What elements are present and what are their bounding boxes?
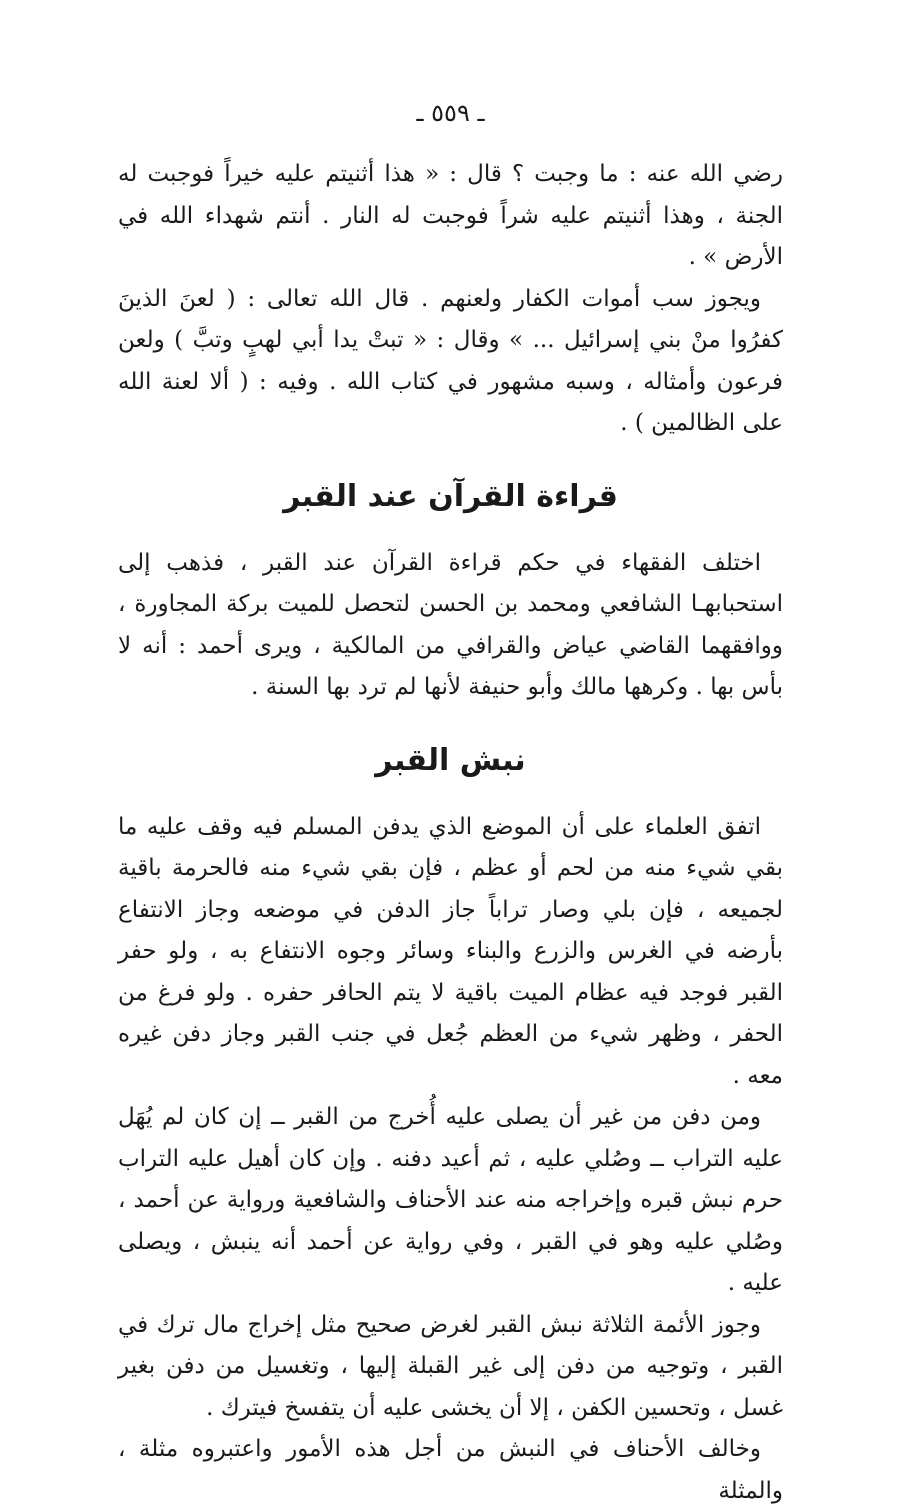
quran-paragraph-1: اختلف الفقهاء في حكم قراءة القرآن عند القبر ، فذهب إلى استحبابهـا الشافعي ومحمد بن الحسن لتحصل للميت بركة المجاورة ، ووافقهما القاضي عياض والقرافي من المالكية ، ويرى أحمد : أنه لا بأس بها . وكرهها مالك وأبو حنيفة لأنها لم ترد بها السنة .: [118, 549, 783, 700]
intro-paragraph-1: رضي الله عنه : ما وجبت ؟ قال : « هذا أثنيتم عليه خيراً فوجبت له الجنة ، وهذا أثنيتم عليه شراً فوجبت له النار . أنتم شهداء الله في الأرض » .: [118, 161, 783, 270]
exhuming-paragraph-4: وخالف الأحناف في النبش من أجل هذه الأمور واعتبروه مثلة ، والمثلة: [118, 1436, 783, 1504]
intro-paragraph-2: ويجوز سب أموات الكفار ولعنهم . قال الله تعالى : ( لعنَ الذينَ كفرُوا منْ بني إسرائيل ... » وقال : « تبتْ يدا أبي لهبٍ وتبَّ ) ولعن فرعون وأمثاله ، وسبه مشهور في كتاب الله . وفيه : ( ألا لعنة الله على الظالمين ) .: [118, 285, 783, 436]
exhuming-paragraph-3: وجوز الأئمة الثلاثة نبش القبر لغرض صحيح مثل إخراج مال ترك في القبر ، وتوجيه من دفن إلى غير القبلة إليها ، وتغسيل من دفن بغير غسل ، وتحسين الكفن ، إلا أن يخشى عليه أن يتفسخ فيترك .: [118, 1311, 783, 1421]
heading-exhuming-grave: نبش القبر: [375, 742, 526, 778]
exhuming-paragraph-1: اتفق العلماء على أن الموضع الذي يدفن المسلم فيه وقف عليه ما بقي شيء منه من لحم أو عظم ، فإن بقي شيء منه فالحرمة باقية لجميعه ، فإن بلي وصار تراباً جاز الدفن في موضعه وجاز الانتفاع بأرضه في الغرس والزرع والبناء وسائر وجوه الانتفاع به ، ولو حفر القبر فوجد فيه عظام الميت باقية لا يتم الحافر حفره . ولو فرغ من الحفر ، وظهر شيء من العظم جُعل في جنب القبر وجاز دفن غيره معه .: [118, 813, 783, 1089]
heading-quran-at-grave: قراءة القرآن عند القبر: [283, 478, 618, 514]
page-number: ـ ٥٥٩ ـ: [416, 99, 485, 127]
exhuming-paragraph-2: ومن دفن من غير أن يصلى عليه أُخرج من القبر ــ إن كان لم يُهَل عليه التراب ــ وصُلي عليه ، ثم أعيد دفنه . وإن كان أهيل عليه التراب حرم نبش قبره وإخراجه منه عند الأحناف والشافعية ورواية عن أحمد ، وصُلي عليه وهو في القبر ، وفي رواية عن أحمد أنه ينبش ، ويصلى عليه .: [118, 1104, 783, 1296]
